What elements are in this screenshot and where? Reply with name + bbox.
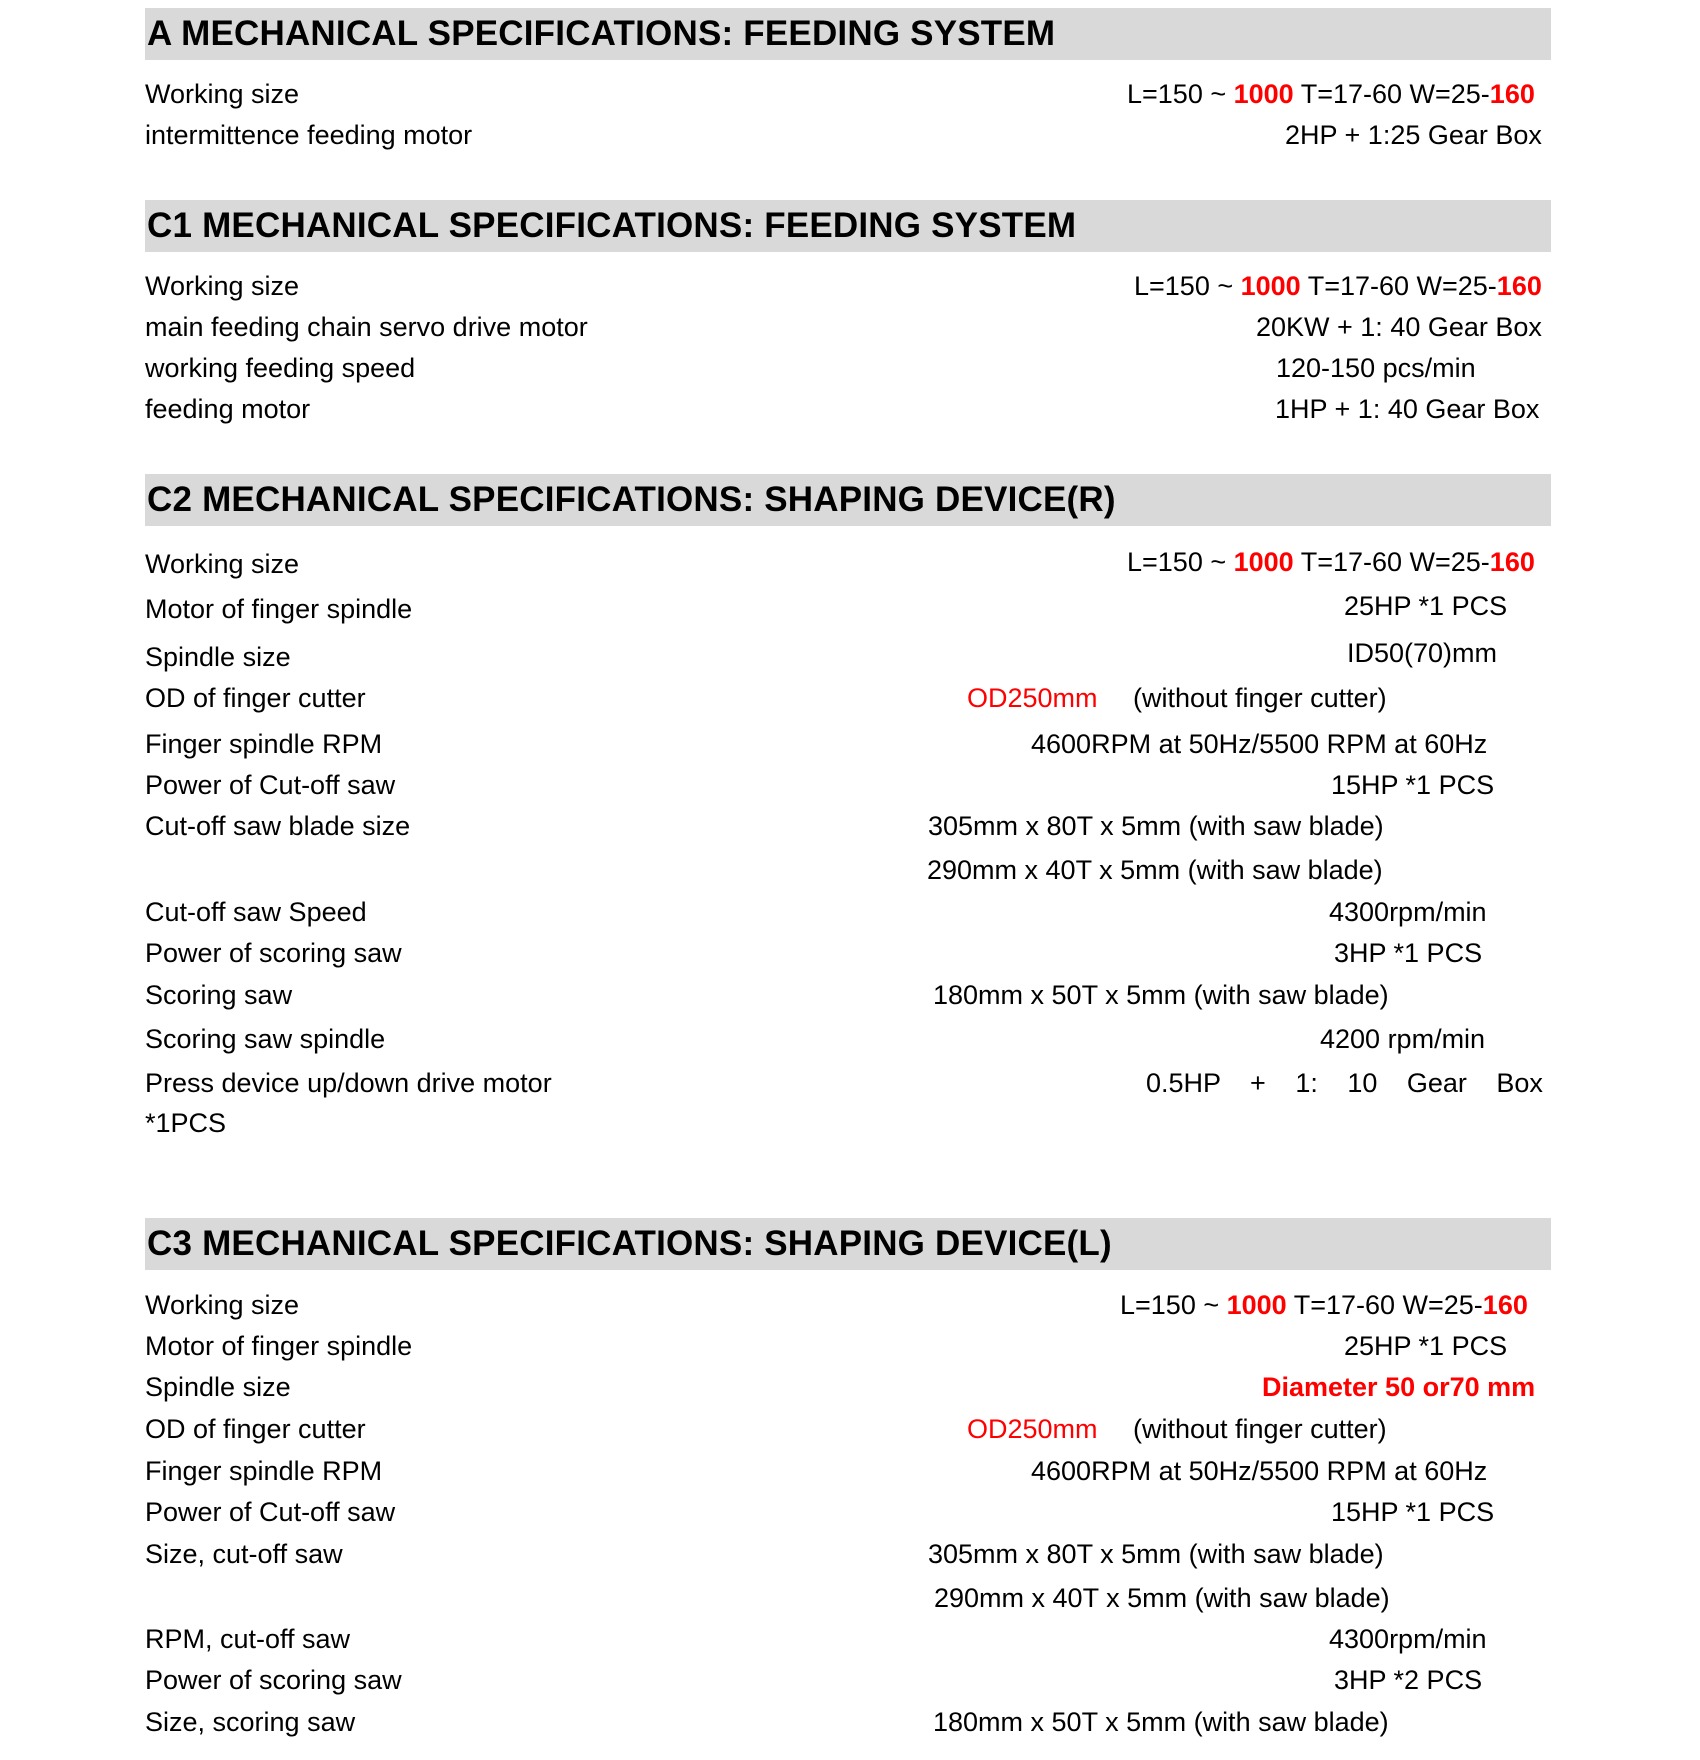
c2-working-size-label: Working size bbox=[145, 549, 300, 579]
c3-blade-size-label: Size, cut-off saw bbox=[145, 1539, 343, 1569]
c1-main-motor-value: 20KW + 1: 40 Gear Box bbox=[1256, 312, 1542, 342]
c1-working-size-label: Working size bbox=[145, 271, 300, 301]
c2-blade-size-value-2: 290mm x 40T x 5mm (with saw blade) bbox=[927, 855, 1383, 885]
working-size-prefix: L=150 ~ bbox=[1134, 271, 1241, 301]
c2-rpm-value: 4600RPM at 50Hz/5500 RPM at 60Hz bbox=[1031, 729, 1488, 759]
c3-spindle-size-label: Spindle size bbox=[145, 1372, 291, 1402]
c2-od-cutter-label: OD of finger cutter bbox=[145, 683, 366, 713]
c2-scoring-spindle-label: Scoring saw spindle bbox=[145, 1024, 386, 1054]
section-c2-title: C2 MECHANICAL SPECIFICATIONS: SHAPING DEVICE(R) bbox=[145, 474, 1551, 526]
c3-cutoff-rpm-label: RPM, cut-off saw bbox=[145, 1624, 351, 1654]
c2-press-motor-label-cont: *1PCS bbox=[145, 1108, 227, 1138]
c2-cutoff-power-label: Power of Cut-off saw bbox=[145, 770, 396, 800]
c2-finger-motor-value: 25HP *1 PCS bbox=[1344, 591, 1508, 621]
c2-scoring-power-label: Power of scoring saw bbox=[145, 938, 402, 968]
c2-cutoff-speed-label: Cut-off saw Speed bbox=[145, 897, 367, 927]
working-size-mid: T=17-60 W=25- bbox=[1286, 1290, 1483, 1320]
section-c1-title: C1 MECHANICAL SPECIFICATIONS: FEEDING SYSTEM bbox=[145, 200, 1551, 252]
c3-spindle-size-value: Diameter 50 or70 mm bbox=[1262, 1372, 1536, 1402]
c2-blade-size-value-1: 305mm x 80T x 5mm (with saw blade) bbox=[928, 811, 1384, 841]
c3-finger-motor-label: Motor of finger spindle bbox=[145, 1331, 413, 1361]
c2-od-cutter-note: (without finger cutter) bbox=[1133, 683, 1387, 713]
c2-working-size-value bbox=[1127, 545, 1535, 579]
working-size-mid: T=17-60 W=25- bbox=[1293, 79, 1490, 109]
c2-press-motor-value: 0.5HP + 1: 10 Gear Box bbox=[1146, 1068, 1543, 1098]
c3-scoring-size-value: 180mm x 50T x 5mm (with saw blade) bbox=[933, 1707, 1389, 1737]
c3-od-cutter-value: OD250mm bbox=[967, 1414, 1098, 1444]
c3-rpm-value: 4600RPM at 50Hz/5500 RPM at 60Hz bbox=[1031, 1456, 1488, 1486]
c2-scoring-power-value: 3HP *1 PCS bbox=[1334, 938, 1483, 968]
c2-finger-motor-label: Motor of finger spindle bbox=[145, 594, 413, 624]
highlight-width: 160 bbox=[1489, 547, 1535, 577]
c3-scoring-power-label: Power of scoring saw bbox=[145, 1665, 402, 1695]
highlight-length: 1000 bbox=[1233, 79, 1294, 109]
c2-cutoff-power-value: 15HP *1 PCS bbox=[1331, 770, 1495, 800]
c2-cutoff-speed-value: 4300rpm/min bbox=[1329, 897, 1487, 927]
c1-speed-value: 120-150 pcs/min bbox=[1276, 353, 1476, 383]
working-size-mid: T=17-60 W=25- bbox=[1293, 547, 1490, 577]
a-feed-motor-label: intermittence feeding motor bbox=[145, 120, 473, 150]
highlight-length: 1000 bbox=[1240, 271, 1301, 301]
c2-blade-size-label: Cut-off saw blade size bbox=[145, 811, 411, 841]
c1-feed-motor-value: 1HP + 1: 40 Gear Box bbox=[1275, 394, 1540, 424]
c3-od-cutter-label: OD of finger cutter bbox=[145, 1414, 366, 1444]
a-feed-motor-value: 2HP + 1:25 Gear Box bbox=[1285, 120, 1542, 150]
working-size-prefix: L=150 ~ bbox=[1127, 547, 1234, 577]
c3-cutoff-rpm-value: 4300rpm/min bbox=[1329, 1624, 1487, 1654]
highlight-width: 160 bbox=[1496, 271, 1542, 301]
c3-working-size-value bbox=[1120, 1288, 1528, 1322]
c3-blade-size-value-1: 305mm x 80T x 5mm (with saw blade) bbox=[928, 1539, 1384, 1569]
c3-scoring-power-value: 3HP *2 PCS bbox=[1334, 1665, 1483, 1695]
c3-blade-size-value-2: 290mm x 40T x 5mm (with saw blade) bbox=[934, 1583, 1390, 1613]
c3-finger-motor-value: 25HP *1 PCS bbox=[1344, 1331, 1508, 1361]
c2-scoring-saw-label: Scoring saw bbox=[145, 980, 293, 1010]
a-working-size-label: Working size bbox=[145, 79, 300, 109]
c3-rpm-label: Finger spindle RPM bbox=[145, 1456, 383, 1486]
c1-feed-motor-label: feeding motor bbox=[145, 394, 311, 424]
highlight-length: 1000 bbox=[1233, 547, 1294, 577]
highlight-width: 160 bbox=[1482, 1290, 1528, 1320]
section-a-title: A MECHANICAL SPECIFICATIONS: FEEDING SYSTEM bbox=[145, 8, 1551, 60]
c1-speed-label: working feeding speed bbox=[145, 353, 416, 383]
c2-press-motor-label: Press device up/down drive motor bbox=[145, 1068, 552, 1098]
highlight-width: 160 bbox=[1489, 79, 1535, 109]
c2-scoring-spindle-value: 4200 rpm/min bbox=[1320, 1024, 1486, 1054]
c1-working-size-value bbox=[1134, 269, 1542, 303]
working-size-prefix: L=150 ~ bbox=[1127, 79, 1234, 109]
c1-main-motor-label: main feeding chain servo drive motor bbox=[145, 312, 588, 342]
a-working-size-value bbox=[1127, 77, 1535, 111]
c2-spindle-size-label: Spindle size bbox=[145, 642, 291, 672]
c3-cutoff-power-label: Power of Cut-off saw bbox=[145, 1497, 396, 1527]
section-c3-title: C3 MECHANICAL SPECIFICATIONS: SHAPING DEVICE(L) bbox=[145, 1218, 1551, 1270]
c2-od-cutter-value: OD250mm bbox=[967, 683, 1098, 713]
c3-cutoff-power-value: 15HP *1 PCS bbox=[1331, 1497, 1495, 1527]
c3-scoring-size-label: Size, scoring saw bbox=[145, 1707, 356, 1737]
c3-working-size-label: Working size bbox=[145, 1290, 300, 1320]
highlight-length: 1000 bbox=[1226, 1290, 1287, 1320]
working-size-prefix: L=150 ~ bbox=[1120, 1290, 1227, 1320]
c2-rpm-label: Finger spindle RPM bbox=[145, 729, 383, 759]
working-size-mid: T=17-60 W=25- bbox=[1300, 271, 1497, 301]
c2-scoring-saw-value: 180mm x 50T x 5mm (with saw blade) bbox=[933, 980, 1389, 1010]
c3-od-cutter-note: (without finger cutter) bbox=[1133, 1414, 1387, 1444]
c2-spindle-size-value: ID50(70)mm bbox=[1347, 638, 1498, 668]
